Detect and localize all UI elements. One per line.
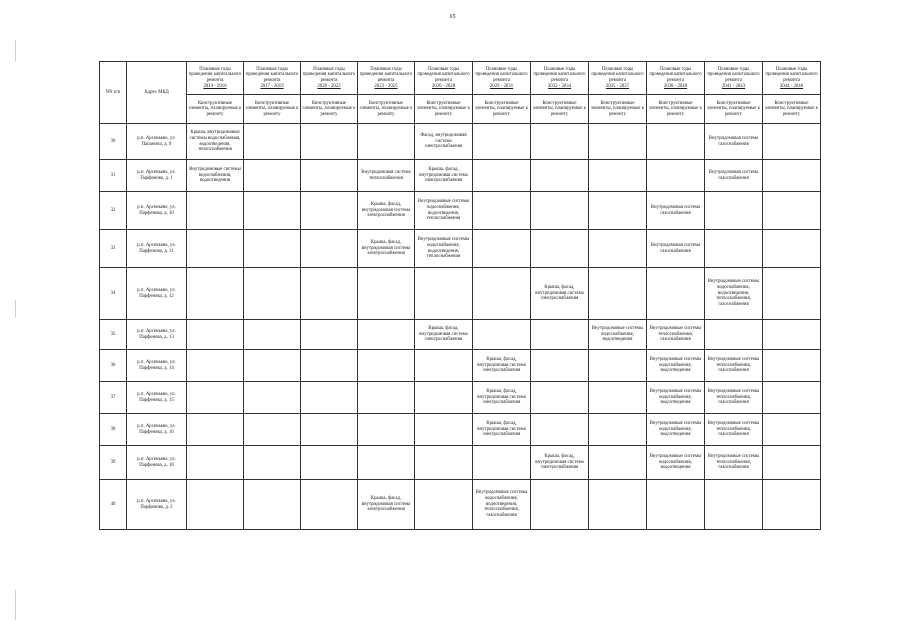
planned-elements-cell xyxy=(301,192,358,230)
row-number: 33 xyxy=(100,230,127,268)
row-address: р.п. Арсеньево, ул. Парфенова, д. 18 xyxy=(127,446,187,480)
planned-elements-cell xyxy=(244,192,301,230)
planned-elements-cell xyxy=(531,382,589,414)
row-number: 37 xyxy=(100,382,127,414)
header-period xyxy=(473,62,531,95)
planned-elements-cell xyxy=(763,268,821,320)
planned-elements-cell: Внутридомовые системы водоснабжения, водоотведения, теплоснабжения xyxy=(415,192,473,230)
row-address: р.п. Арсеньево, ул. Папанина, д. 9 xyxy=(127,124,187,160)
planned-elements-cell: Крыша, фасад, внутридомовая система электроснабжения xyxy=(358,230,415,268)
planned-elements-cell xyxy=(647,160,705,192)
planned-elements-cell xyxy=(187,268,244,320)
row-address: р.п. Арсеньево, ул. Парфенова, д. 11 xyxy=(127,230,187,268)
planned-elements-cell xyxy=(415,446,473,480)
period-years: 2041 - 2043 xyxy=(721,83,746,89)
header-elements: Конструктивные элементы, планируемые к ремонту xyxy=(244,95,301,124)
planned-elements-cell xyxy=(589,414,647,446)
planned-elements-cell: Внутридомовые системы теплоснабжения, газоснабжения xyxy=(705,382,763,414)
planned-elements-cell: Внутридомовые системы теплоснабжения, газоснабжения xyxy=(705,350,763,382)
planned-elements-cell: Внутридомовая система газоснабжения xyxy=(705,124,763,160)
row-number: 38 xyxy=(100,414,127,446)
planned-elements-cell xyxy=(301,446,358,480)
planned-elements-cell xyxy=(301,350,358,382)
planned-elements-cell xyxy=(415,480,473,530)
planned-elements-cell xyxy=(589,268,647,320)
planned-elements-cell xyxy=(358,414,415,446)
period-years: 2026 - 2028 xyxy=(431,83,456,89)
period-years: 2035 - 2037 xyxy=(605,83,630,89)
planned-elements-cell xyxy=(301,320,358,350)
period-years: 2020 - 2022 xyxy=(317,83,341,89)
period-caption: Плановые годы проведения капитального ремонта xyxy=(302,66,356,83)
row-number: 30 xyxy=(100,124,127,160)
table-header xyxy=(100,62,821,124)
header-elements: Конструктивные элементы, планируемые к ремонту xyxy=(705,95,763,124)
planned-elements-cell: Крыша, фасад, внутридомовая система электроснабжения xyxy=(473,350,531,382)
period-caption: Плановые годы проведения капитального ремонта xyxy=(765,66,818,83)
header-period xyxy=(531,62,589,95)
planned-elements-cell xyxy=(358,124,415,160)
header-elements: Конструктивные элементы, планируемые к ремонту xyxy=(301,95,358,124)
table-row xyxy=(100,414,821,446)
planned-elements-cell: Внутридомовые системы водоснабжения, водоотведения xyxy=(647,382,705,414)
planned-elements-cell xyxy=(415,268,473,320)
planned-elements-cell: Внутридомовые системы водоснабжения, водоотведения xyxy=(589,320,647,350)
planned-elements-cell xyxy=(531,414,589,446)
planned-elements-cell: Крыша, фасад, внутридомовая система электроснабжения xyxy=(531,446,589,480)
planned-elements-cell xyxy=(187,446,244,480)
period-years: 2017 - 2019 xyxy=(260,83,284,89)
planned-elements-cell xyxy=(415,350,473,382)
planned-elements-cell: Внутридомовая система теплоснабжения xyxy=(358,160,415,192)
table-row xyxy=(100,160,821,192)
table-row xyxy=(100,230,821,268)
header-period xyxy=(589,62,647,95)
planned-elements-cell xyxy=(187,320,244,350)
period-caption: Плановые годы проведения капитального ремонта xyxy=(188,66,242,83)
row-address: р.п. Арсеньево, ул. Парфенова, д. 12 xyxy=(127,268,187,320)
header-nn: NN п/п xyxy=(100,62,127,124)
planned-elements-cell xyxy=(301,480,358,530)
planned-elements-cell xyxy=(358,350,415,382)
planned-elements-cell xyxy=(187,382,244,414)
planned-elements-cell: Внутридомовая система газоснабжения xyxy=(705,160,763,192)
planned-elements-cell xyxy=(473,160,531,192)
planned-elements-cell xyxy=(358,268,415,320)
planned-elements-cell xyxy=(473,268,531,320)
row-address: р.п. Арсеньево, ул. Парфенова, д. 10 xyxy=(127,192,187,230)
period-caption: Плановые годы проведения капитального ремонта xyxy=(417,66,470,83)
planned-elements-cell xyxy=(301,160,358,192)
planned-elements-cell: Крыша, фасад, внутридомовая система электроснабжения xyxy=(358,192,415,230)
header-elements: Конструктивные элементы, планируемые к ремонту xyxy=(589,95,647,124)
planned-elements-cell xyxy=(301,414,358,446)
row-address: р.п. Арсеньево, ул. Парфенова, д. 14 xyxy=(127,350,187,382)
planned-elements-cell xyxy=(187,350,244,382)
planned-elements-cell xyxy=(415,382,473,414)
planned-elements-cell xyxy=(301,382,358,414)
planned-elements-cell xyxy=(187,480,244,530)
planned-elements-cell xyxy=(358,382,415,414)
planned-elements-cell: Внутридомовые системы водоснабжения, водоотведения, теплоснабжения xyxy=(415,230,473,268)
row-address: р.п. Арсеньево, ул. Парфенова, д. 1 xyxy=(127,160,187,192)
planned-elements-cell: Крыша, фасад, внутридомовая система электроснабжения xyxy=(473,414,531,446)
planned-elements-cell xyxy=(705,480,763,530)
header-period xyxy=(415,62,473,95)
planned-elements-cell: Крыша, фасад, внутридомовая система электроснабжения xyxy=(531,268,589,320)
planned-elements-cell xyxy=(763,446,821,480)
planned-elements-cell xyxy=(531,192,589,230)
period-caption: Плановые годы проведения капитального ремонта xyxy=(649,66,702,83)
planned-elements-cell xyxy=(763,230,821,268)
planned-elements-cell xyxy=(244,124,301,160)
period-caption: Плановые годы проведения капитального ремонта xyxy=(245,66,299,83)
row-address: р.п. Арсеньево, ул. Парфенова, д. 15 xyxy=(127,382,187,414)
planned-elements-cell xyxy=(244,480,301,530)
table-row xyxy=(100,320,821,350)
header-elements: Конструктивные элементы, планируемые к ремонту xyxy=(531,95,589,124)
header-elements: Конструктивные элементы, планируемые к ремонту xyxy=(187,95,244,124)
header-elements: Конструктивные элементы, планируемые к ремонту xyxy=(647,95,705,124)
margin-mark-bottom xyxy=(15,590,16,620)
planned-elements-cell xyxy=(763,480,821,530)
planned-elements-cell xyxy=(589,350,647,382)
period-caption: Плановые годы проведения капитального ремонта xyxy=(533,66,586,83)
row-number: 31 xyxy=(100,160,127,192)
planned-elements-cell xyxy=(763,350,821,382)
planned-elements-cell: Внутридомовые системы водоснабжения, водоотведения xyxy=(187,160,244,192)
period-years: 2038 - 2040 xyxy=(663,83,688,89)
planned-elements-cell xyxy=(763,414,821,446)
table-row xyxy=(100,124,821,160)
planned-elements-cell xyxy=(647,268,705,320)
planned-elements-cell xyxy=(473,192,531,230)
row-number: 39 xyxy=(100,446,127,480)
planned-elements-cell xyxy=(473,230,531,268)
planned-elements-cell: Фасад, внутридомовая система электроснабжения xyxy=(415,124,473,160)
planned-elements-cell xyxy=(301,230,358,268)
row-address: р.п. Арсеньево, ул. Парфенова, д. 16 xyxy=(127,414,187,446)
planned-elements-cell xyxy=(187,414,244,446)
planned-elements-cell xyxy=(589,382,647,414)
header-period xyxy=(244,62,301,95)
planned-elements-cell xyxy=(589,192,647,230)
header-period xyxy=(301,62,358,95)
planned-elements-cell xyxy=(473,124,531,160)
planned-elements-cell xyxy=(589,446,647,480)
planned-elements-cell xyxy=(244,320,301,350)
header-elements: Конструктивные элементы, планируемые к ремонту xyxy=(415,95,473,124)
row-number: 36 xyxy=(100,350,127,382)
period-years: 2014 - 2016 xyxy=(203,83,227,89)
planned-elements-cell xyxy=(244,414,301,446)
table-row xyxy=(100,480,821,530)
planned-elements-cell xyxy=(244,268,301,320)
planned-elements-cell xyxy=(589,230,647,268)
planned-elements-cell: Крыша, фасад, внутридомовая система электроснабжения xyxy=(415,320,473,350)
planned-elements-cell: Крыша, фасад, внутридомовая система электроснабжения xyxy=(473,382,531,414)
planned-elements-cell xyxy=(531,160,589,192)
header-elements: Конструктивные элементы, планируемые к ремонту xyxy=(473,95,531,124)
header-period xyxy=(187,62,244,95)
planned-elements-cell xyxy=(531,320,589,350)
planned-elements-cell xyxy=(244,160,301,192)
planned-elements-cell xyxy=(531,230,589,268)
margin-mark-middle xyxy=(15,300,16,318)
planned-elements-cell xyxy=(473,320,531,350)
planned-elements-cell xyxy=(244,350,301,382)
planned-elements-cell: Внутридомовые системы водоснабжения, водоотведения, теплоснабжения, газоснабжения xyxy=(473,480,531,530)
planned-elements-cell xyxy=(415,414,473,446)
planned-elements-cell: Крыша, фасад, внутридомовая система электроснабжения xyxy=(415,160,473,192)
planned-elements-cell xyxy=(531,350,589,382)
row-number: 40 xyxy=(100,480,127,530)
planned-elements-cell: Внутридомовые системы водоснабжения, водоотведения xyxy=(647,350,705,382)
header-address: Адрес МКД xyxy=(127,62,187,124)
table-row xyxy=(100,446,821,480)
planned-elements-cell xyxy=(589,480,647,530)
planned-elements-cell: Внутридомовые системы водоснабжения, водоотведения, теплоснабжения, газоснабжения xyxy=(705,268,763,320)
planned-elements-cell xyxy=(531,124,589,160)
planned-elements-cell xyxy=(301,268,358,320)
margin-mark-top xyxy=(15,40,16,62)
period-years: 2032 - 2034 xyxy=(547,83,572,89)
planned-elements-cell xyxy=(244,230,301,268)
planned-elements-cell xyxy=(531,480,589,530)
header-period xyxy=(705,62,763,95)
planned-elements-cell: Внутридомовые системы теплоснабжения, газоснабжения xyxy=(705,414,763,446)
period-caption: Плановые годы проведения капитального ремонта xyxy=(359,66,413,83)
planned-elements-cell xyxy=(647,124,705,160)
header-period xyxy=(358,62,415,95)
planned-elements-cell xyxy=(589,124,647,160)
planned-elements-cell xyxy=(763,160,821,192)
period-years: 2044 - 2046 xyxy=(779,83,804,89)
planned-elements-cell: Крыша, фасад, внутридомовая система электроснабжения xyxy=(358,480,415,530)
planned-elements-cell: Внутридомовые системы теплоснабжения, газоснабжения xyxy=(705,446,763,480)
planned-elements-cell xyxy=(244,382,301,414)
row-number: 35 xyxy=(100,320,127,350)
repair-schedule-table xyxy=(99,61,821,530)
planned-elements-cell xyxy=(358,320,415,350)
planned-elements-cell xyxy=(763,192,821,230)
period-years: 2029 - 2031 xyxy=(489,83,514,89)
header-elements: Конструктивные элементы, планируемые к ремонту xyxy=(358,95,415,124)
period-caption: Плановые годы проведения капитального ремонта xyxy=(591,66,644,83)
planned-elements-cell xyxy=(705,320,763,350)
planned-elements-cell: Внутридомовые системы водоснабжения, водоотведения xyxy=(647,446,705,480)
planned-elements-cell xyxy=(763,320,821,350)
row-address: р.п. Арсеньево, ул. Парфенова, д. 13 xyxy=(127,320,187,350)
planned-elements-cell: Внутридомовая система газоснабжения xyxy=(647,192,705,230)
planned-elements-cell xyxy=(705,230,763,268)
planned-elements-cell xyxy=(589,160,647,192)
planned-elements-cell xyxy=(647,480,705,530)
planned-elements-cell: Внутридомовые системы теплоснабжения, газоснабжения xyxy=(647,320,705,350)
table-row xyxy=(100,268,821,320)
row-address: р.п. Арсеньево, ул. Парфенова, д. 2 xyxy=(127,480,187,530)
planned-elements-cell xyxy=(244,446,301,480)
header-elements: Конструктивные элементы, планируемые к ремонту xyxy=(763,95,821,124)
planned-elements-cell xyxy=(763,382,821,414)
period-years: 2023 - 2025 xyxy=(374,83,398,89)
planned-elements-cell xyxy=(301,124,358,160)
planned-elements-cell: Внутридомовая система газоснабжения xyxy=(647,230,705,268)
table-body xyxy=(100,124,821,530)
page-number: 65 xyxy=(449,14,456,20)
period-caption: Плановые годы проведения капитального ремонта xyxy=(707,66,760,83)
planned-elements-cell xyxy=(358,446,415,480)
planned-elements-cell xyxy=(705,192,763,230)
header-period xyxy=(763,62,821,95)
planned-elements-cell xyxy=(187,230,244,268)
row-number: 32 xyxy=(100,192,127,230)
planned-elements-cell: Внутридомовые системы водоснабжения, водоотведения xyxy=(647,414,705,446)
header-period xyxy=(647,62,705,95)
planned-elements-cell xyxy=(187,192,244,230)
planned-elements-cell: Крыша, внутридомовые системы водоснабжения, водоотведения, теплоснабжения xyxy=(187,124,244,160)
table-row xyxy=(100,382,821,414)
period-caption: Плановые годы проведения капитального ремонта xyxy=(475,66,528,83)
planned-elements-cell xyxy=(473,446,531,480)
table-row xyxy=(100,192,821,230)
planned-elements-cell xyxy=(763,124,821,160)
table-row xyxy=(100,350,821,382)
row-number: 34 xyxy=(100,268,127,320)
